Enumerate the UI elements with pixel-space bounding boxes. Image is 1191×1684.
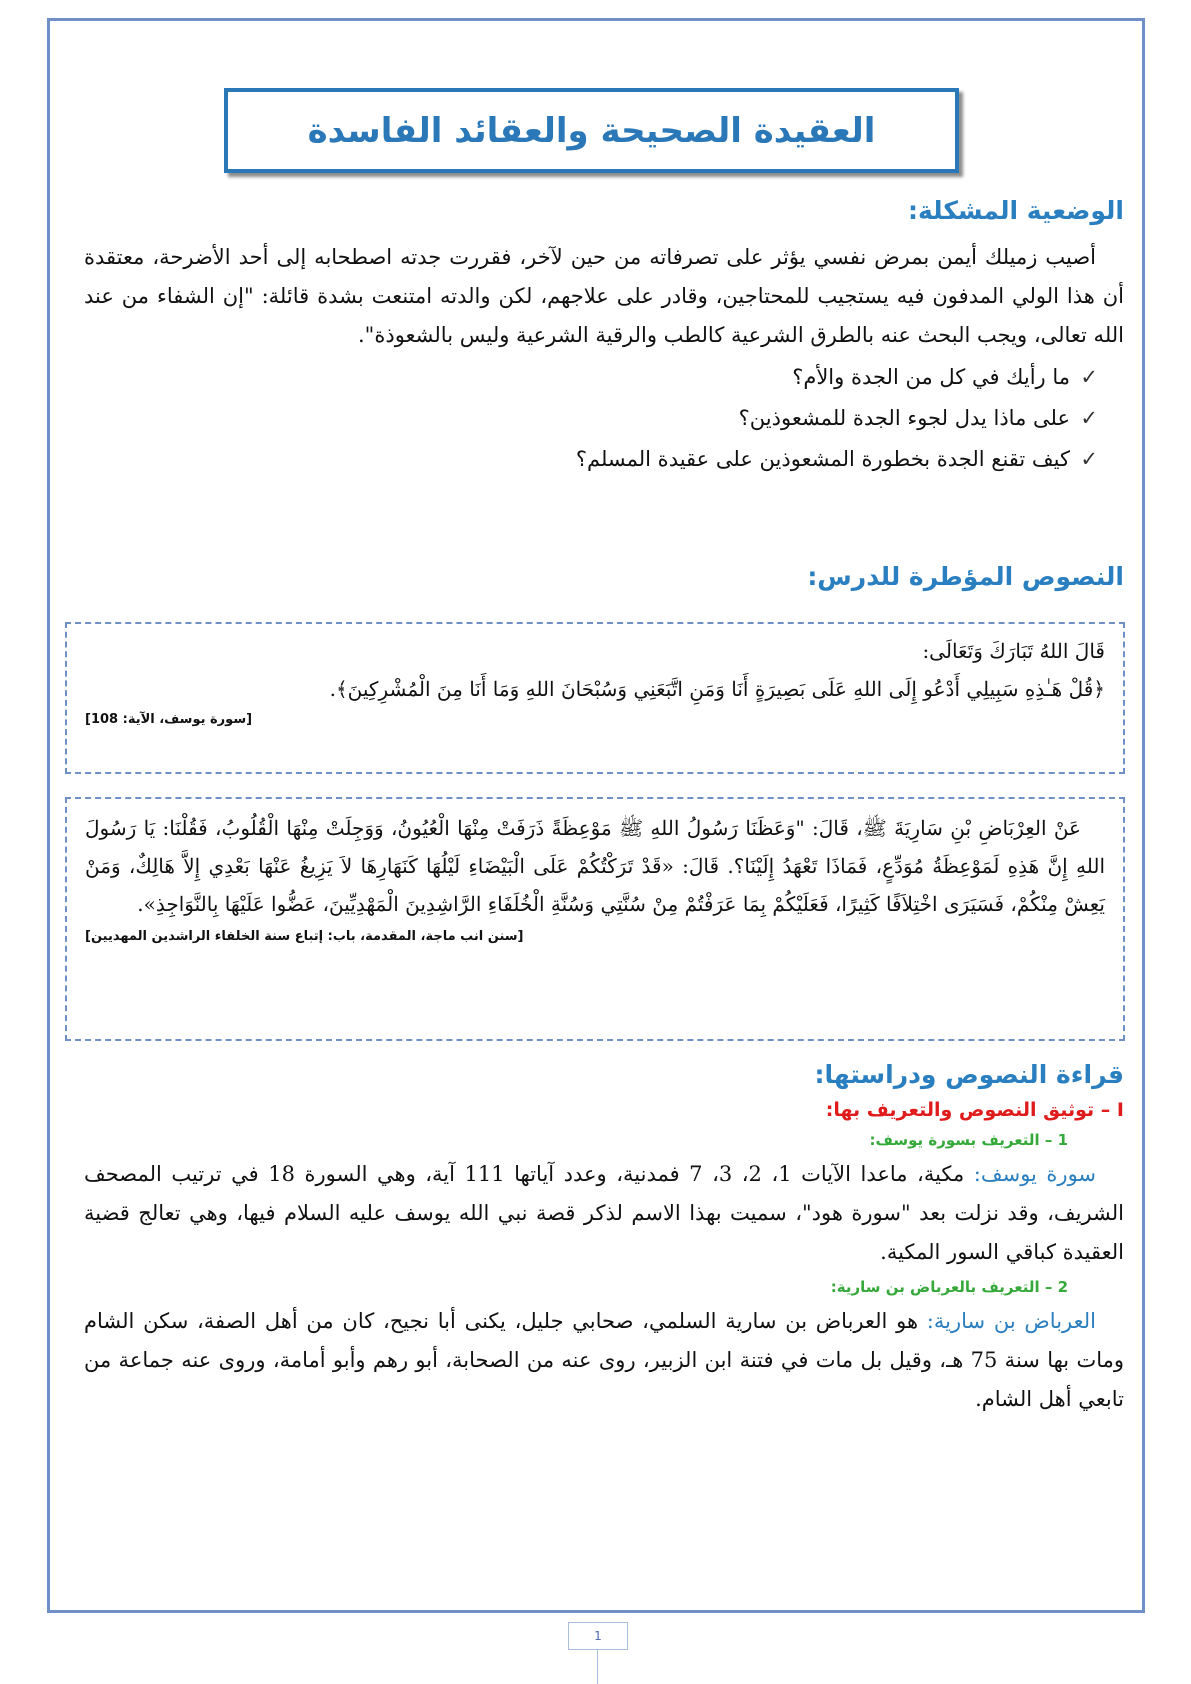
page-number-connector	[597, 1650, 598, 1684]
quran-reference: [سورة يوسف، الآية: 108]	[85, 712, 253, 727]
surah-yusuf-lead: سورة يوسف:	[973, 1162, 1097, 1186]
irbad-paragraph: العرباض بن سارية: هو العرباض بن سارية السلمي، صحابي جليل، يكنى أبا نجيح، كان من أهل الصفة، سكن الشام ومات بها سنة 75 هـ، وقيل بل مات في فتنة ابن الزبير، روى عنه من الصحابة، أبو رهم وأبو أمامة، وروى عنه جماعة من تابعي أهل الشام.	[84, 1309, 1124, 1411]
hadith-text: عَنْ العِرْبَاضِ بْنِ سَارِيَةَ ﷺ، قَالَ: "وَعَظَنَا رَسُولُ اللهِ ﷺ مَوْعِظَةً ذَرَفَتْ مِنْهَا الْعُيُونُ، وَوَجِلَتْ مِنْهَا الْقُلُوبُ، فَقُلْنَا: يَا رَسُولَ اللهِ إِنَّ هَذِهِ لَمَوْعِظَةُ مُوَدِّعٍ، فَمَاذَا تَعْهَدُ إِلَيْنَا؟. قَالَ: «قَدْ تَرَكْتُكُمْ عَلَى الْبَيْضَاءِ لَيْلُهَا كَنَهَارِهَا لاَ يَزِيغُ عَنْهَا بَعْدِي إِلاَّ هَالِكٌ، وَمَنْ يَعِشْ مِنْكُمْ، فَسَيَرَى اخْتِلاَفًا كَثِيرًا، فَعَلَيْكُمْ بِمَا عَرَفْتُمْ مِنْ سُنَّتِي وَسُنَّةِ الْخُلَفَاءِ الرَّاشِدِينَ الْمَهْدِيِّينَ، عَضُّوا عَلَيْهَا بِالنَّوَاجِذِ».	[85, 816, 1105, 916]
reading-section	[84, 1060, 1124, 1419]
quran-box	[65, 622, 1125, 774]
irbad-lead: العرباض بن سارية:	[926, 1309, 1096, 1333]
page-title: العقيدة الصحيحة والعقائد الفاسدة	[307, 110, 876, 151]
surah-yusuf-paragraph: سورة يوسف: مكية، ماعدا الآيات 1، 2، 3، 7 فمدنية، وعدد آياتها 111 آية، وهي السورة 18 في ترتيب المصحف الشريف، وقد نزلت بعد "سورة هود"، سميت بهذا الاسم لذكر قصة نبي الله يوسف عليه السلام فيها، وهي تعالج قضية العقيدة كباقي السور المكية.	[84, 1162, 1124, 1264]
checkmark-icon: ✓	[1080, 447, 1098, 471]
situation-heading-wrap	[84, 196, 1124, 225]
title-box	[224, 88, 959, 173]
hadith-reference: [سنن انب ماجة، المقدمة، باب: إتباع سنة الخلفاء الراشدين المهديين]	[85, 929, 524, 944]
quran-verse: ﴿قُلْ هَـٰذِهِ سَبِيلِي أَدْعُو إِلَى اللهِ عَلَى بَصِيرَةٍ أَنَا وَمَنِ اتَّبَعَنِي وَسُبْحَانَ اللهِ وَمَا أَنَا مِنَ الْمُشْرِكِينَ﴾.	[329, 677, 1105, 701]
texts-heading-wrap	[84, 562, 1124, 591]
situation-heading: الوضعية المشكلة:	[907, 196, 1124, 225]
situation-section	[84, 238, 1124, 480]
subsection-2-heading: 2 – التعريف بالعرباض بن سارية:	[830, 1278, 1068, 1296]
question-item: ✓على ماذا يدل لجوء الجدة للمشعوذين؟	[84, 398, 1098, 439]
question-item: ✓ما رأيك في كل من الجدة والأم؟	[84, 357, 1098, 398]
checkmark-icon: ✓	[1080, 365, 1098, 389]
situation-text: أصيب زميلك أيمن بمرض نفسي يؤثر على تصرفاته من حين لآخر، فقررت جدته اصطحابه إلى أحد الأضرحة، معتقدة أن هذا الولي المدفون فيه يستجيب للمحتاجين، وقادر على علاجهم، لكن والدته امتنعت بشدة قائلة: "إن الشفاء من عند الله تعالى، ويجب البحث عنه بالطرق الشرعية كالطب والرقية الشرعية وليس بالشعوذة".	[84, 245, 1124, 347]
quran-intro: قَالَ اللهُ تَبَارَكَ وَتَعَالَى:	[922, 639, 1105, 663]
question-item: ✓كيف تقنع الجدة بخطورة المشعوذين على عقيدة المسلم؟	[84, 439, 1098, 480]
section-1-heading: I – توثيق النصوص والتعريف بها:	[825, 1099, 1124, 1121]
reading-heading: قراءة النصوص ودراستها:	[814, 1060, 1124, 1089]
texts-heading: النصوص المؤطرة للدرس:	[807, 562, 1124, 591]
checkmark-icon: ✓	[1080, 406, 1098, 430]
subsection-1-heading: 1 – التعريف بسورة يوسف:	[869, 1131, 1068, 1149]
hadith-box	[65, 797, 1125, 1041]
page-number: 1	[568, 1622, 628, 1650]
question-list	[84, 357, 1124, 480]
